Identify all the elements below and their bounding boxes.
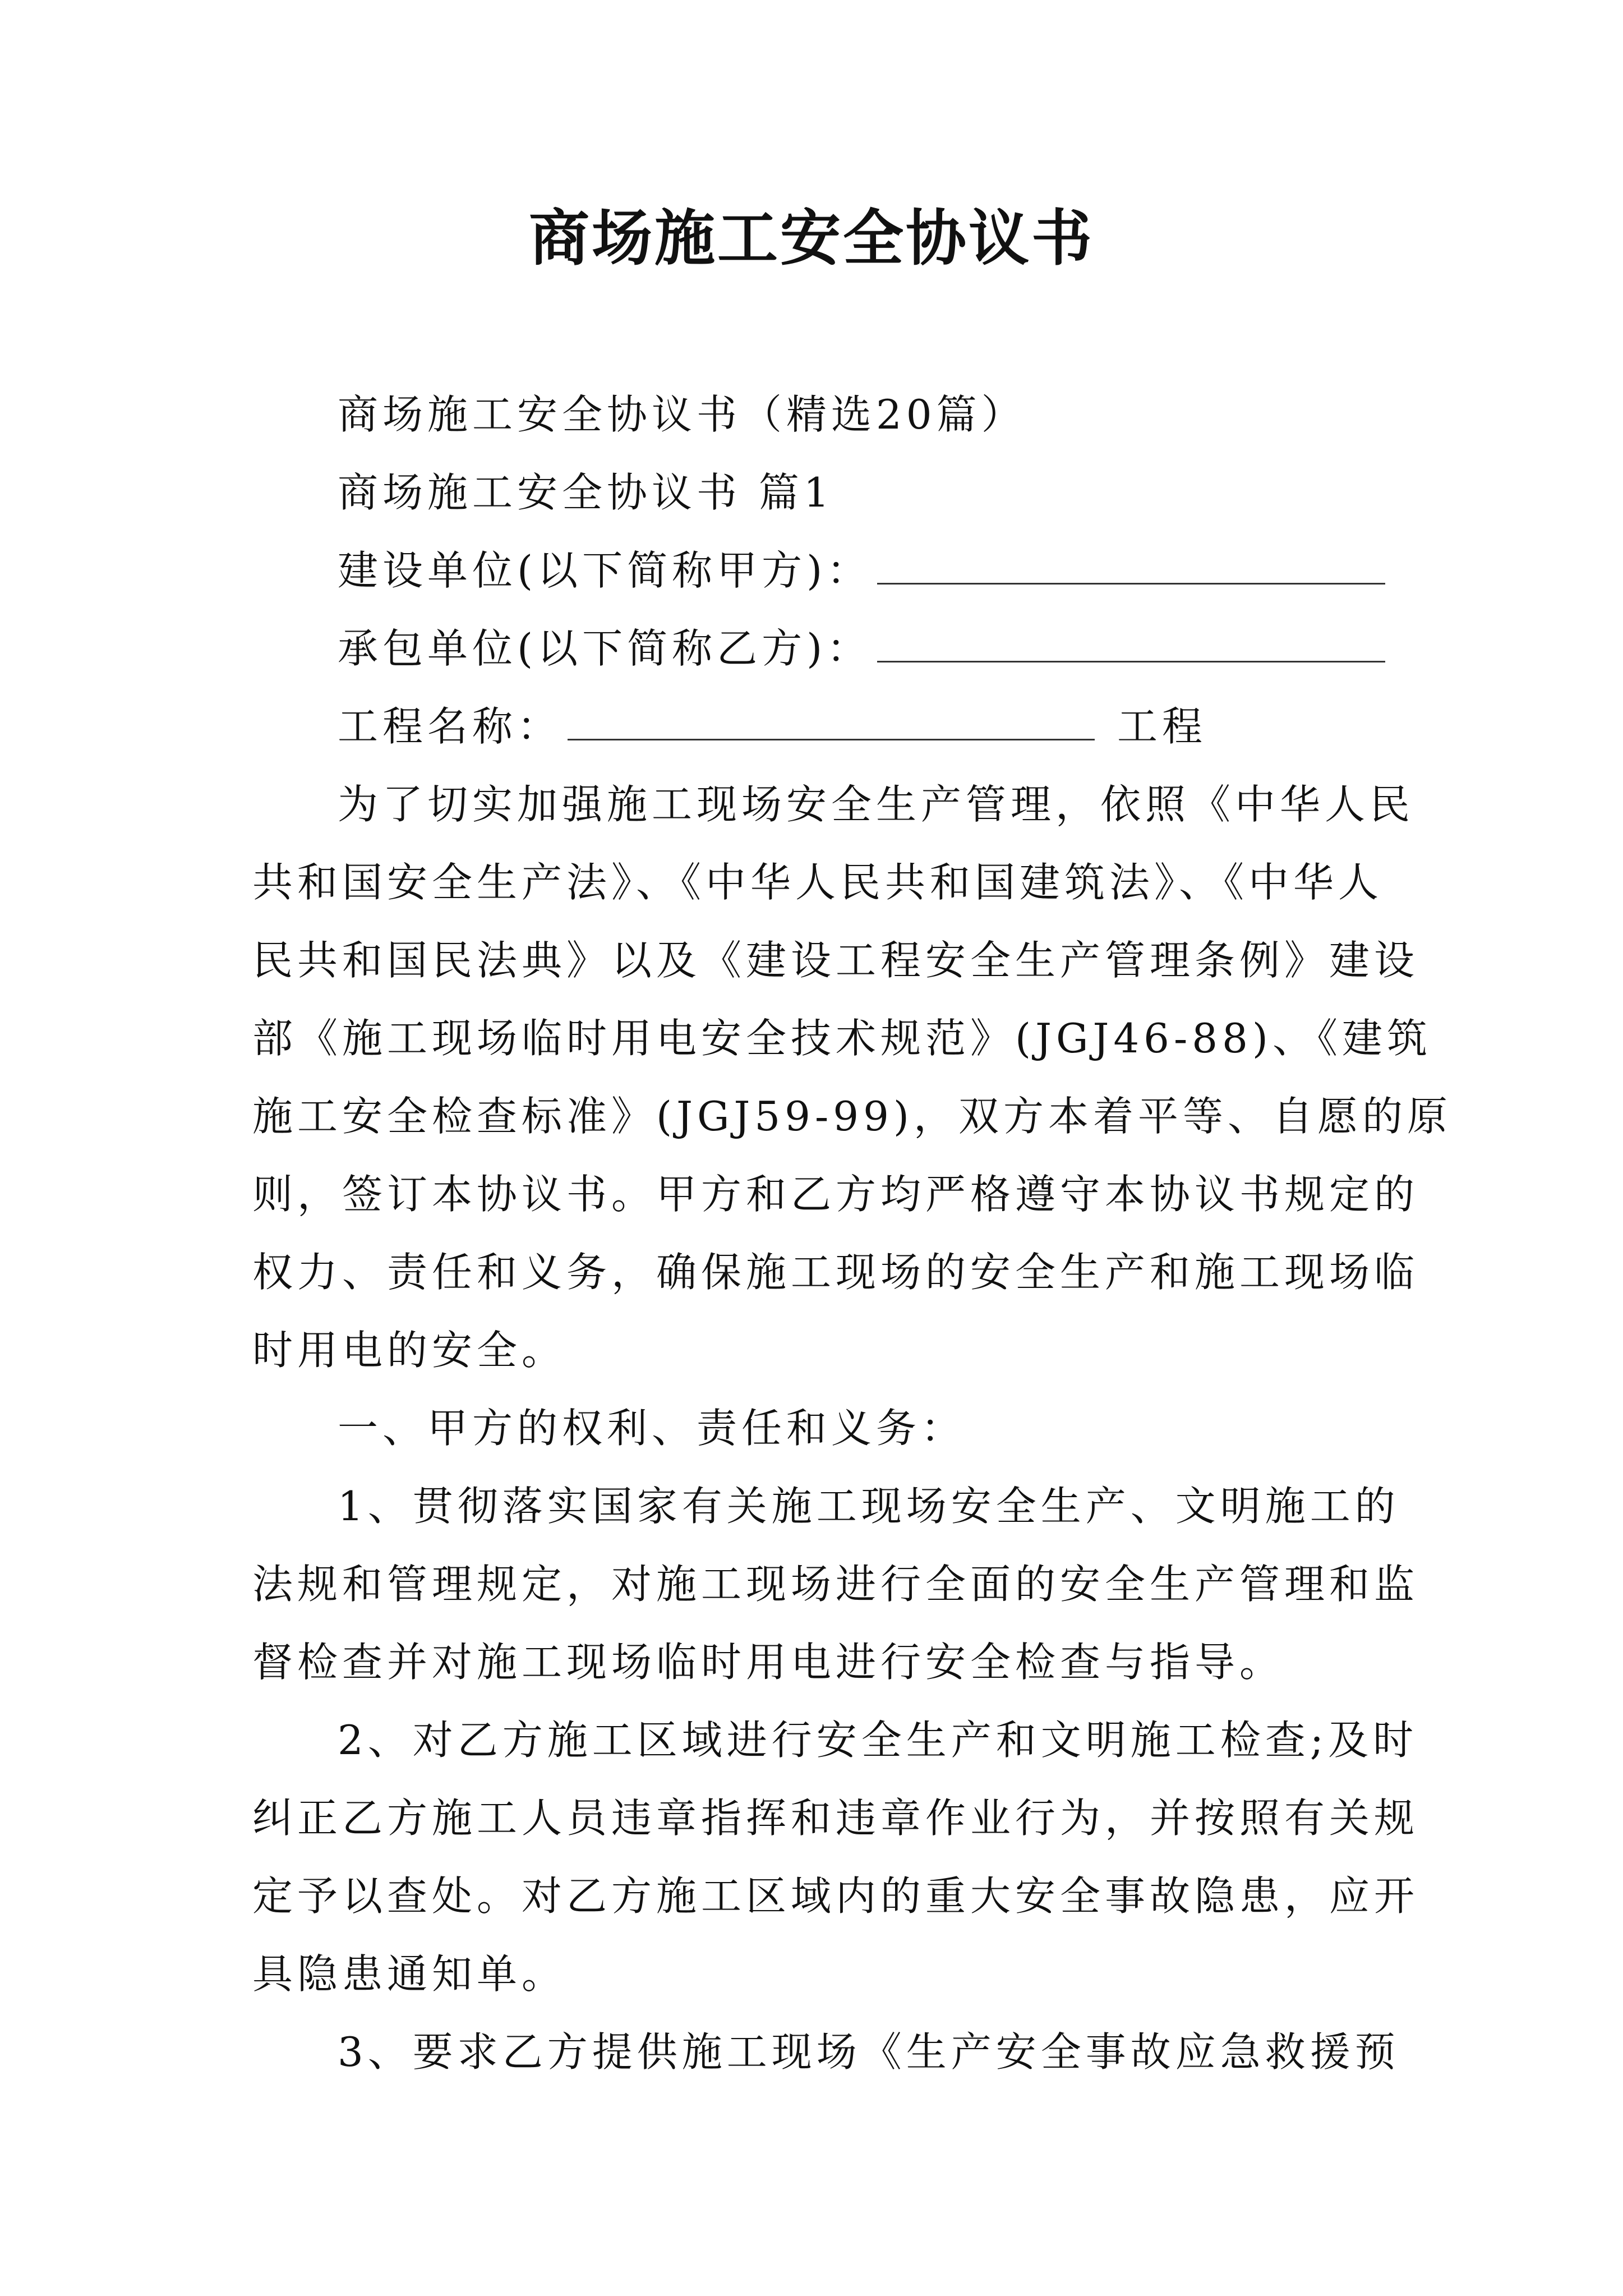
page-title: 商场施工安全协议书	[528, 203, 1094, 274]
project-suffix: 工程	[1117, 703, 1207, 750]
party-a-label: 建设单位(以下简称甲方)：	[338, 547, 872, 594]
party-a-field	[252, 532, 1385, 610]
item-1-paragraph	[252, 1467, 1419, 1701]
doc-subtitle: 商场施工安全协议书（精选20篇）	[338, 391, 1026, 438]
item-2-line: 纠正乙方施工人员违章指挥和违章作业行为，并按照有关规	[252, 1795, 1419, 1842]
intro-line: 民共和国民法典》以及《建设工程安全生产管理条例》建设	[252, 937, 1419, 984]
document-body	[252, 376, 1452, 2091]
project-blank	[568, 694, 1095, 740]
intro-line: 时用电的安全。	[252, 1327, 567, 1374]
intro-line: 施工安全检查标准》(JGJ59-99)，双方本着平等、自愿的原	[252, 1093, 1452, 1140]
party-b-field	[252, 610, 1385, 688]
intro-line: 权力、责任和义务，确保施工现场的安全生产和施工现场临	[252, 1249, 1419, 1296]
item-2-line: 定予以查处。对乙方施工区域内的重大安全事故隐患，应开	[252, 1872, 1419, 1920]
item-3-paragraph	[252, 2013, 1400, 2091]
intro-line: 部《施工现场临时用电安全技术规范》(JGJ46-88)、《建筑	[252, 1015, 1432, 1062]
intro-line: 为了切实加强施工现场安全生产管理，依照《中华人民	[338, 781, 1415, 828]
intro-line: 则，签订本协议书。甲方和乙方均严格遵守本协议书规定的	[252, 1171, 1419, 1218]
item-2-line: 2、对乙方施工区域进行安全生产和文明施工检查;及时	[338, 1717, 1418, 1764]
party-a-blank	[877, 538, 1385, 585]
project-label: 工程名称：	[338, 703, 562, 750]
item-1-line: 法规和管理规定，对施工现场进行全面的安全生产管理和监	[252, 1561, 1419, 1608]
item-1-line: 督检查并对施工现场临时用电进行安全检查与指导。	[252, 1639, 1285, 1686]
project-field	[252, 688, 1385, 766]
party-b-blank	[877, 616, 1385, 662]
item-3-line: 3、要求乙方提供施工现场《生产安全事故应急救援预	[338, 2028, 1400, 2076]
item-2-line: 具隐患通知单。	[252, 1950, 567, 1998]
heading-party-a-rights: 一、甲方的权利、责任和义务：	[338, 1405, 966, 1452]
intro-paragraph	[252, 766, 1452, 1389]
party-b-label: 承包单位(以下简称乙方)：	[338, 625, 872, 672]
item-1-line: 1、贯彻落实国家有关施工现场安全生产、文明施工的	[338, 1483, 1400, 1530]
item-2-paragraph	[252, 1701, 1419, 2013]
intro-line: 共和国安全生产法》、《中华人民共和国建筑法》、《中华人	[252, 859, 1384, 906]
section-heading: 商场施工安全协议书 篇1	[338, 469, 834, 516]
